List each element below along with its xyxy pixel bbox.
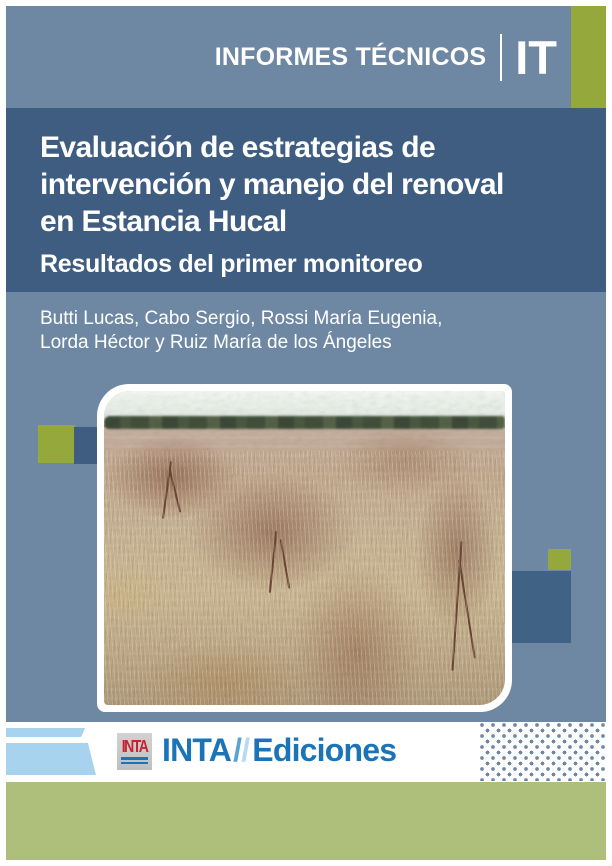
body-band <box>6 292 606 722</box>
cover-canvas <box>6 6 606 860</box>
photo-noise-overlay <box>104 391 505 705</box>
title-band <box>6 108 606 292</box>
inta-logo <box>117 733 152 770</box>
divider-line <box>500 34 502 81</box>
header-band <box>6 6 606 108</box>
accent-block-top-right <box>571 6 606 108</box>
authors-line: Butti Lucas, Cabo Sergio, Rossi María Eugenia, <box>40 308 443 329</box>
inta-logo-bar <box>121 757 148 760</box>
inta-ediciones-wordmark <box>162 722 396 779</box>
wordmark-slash: / <box>241 732 250 768</box>
bottom-accent-band <box>6 782 606 860</box>
wordmark-slash: / <box>233 732 242 768</box>
wordmark-imprint: Ediciones <box>252 732 397 768</box>
series-abbreviation: IT <box>515 30 557 84</box>
series-title: INFORMES TÉCNICOS <box>214 42 487 71</box>
cover-photo-frame <box>97 384 512 712</box>
dot-pattern-decoration <box>480 723 606 781</box>
authors-block <box>6 292 606 355</box>
inta-logo-bar <box>121 762 148 764</box>
accent-square-blue-right <box>512 571 571 643</box>
flag-ribbon-stripe-bottom <box>6 743 96 775</box>
title-line: Evaluación de estrategias de <box>40 131 436 164</box>
accent-square-olive-left <box>38 425 75 463</box>
title-line: en Estancia Hucal <box>40 205 287 238</box>
page-subtitle: Resultados del primer monitoreo <box>40 250 423 278</box>
cover-photo <box>104 391 505 705</box>
inta-logo-text: INTA <box>121 735 148 756</box>
authors-line: Lorda Héctor y Ruiz María de los Ángeles <box>40 332 392 353</box>
wordmark-brand: INTA <box>162 732 232 768</box>
title-line: intervención y manejo del renoval <box>40 168 504 201</box>
page-title <box>40 129 580 240</box>
accent-square-olive-right <box>548 549 571 570</box>
flag-ribbon-stripe-top <box>6 728 85 737</box>
series-header <box>215 6 557 108</box>
footer-band <box>6 722 606 782</box>
